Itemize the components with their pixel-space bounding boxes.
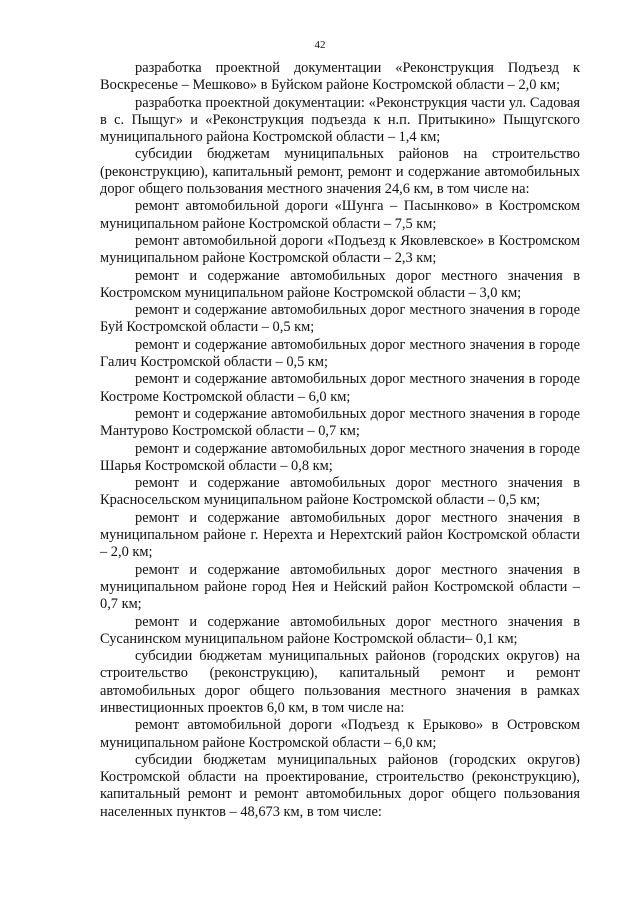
paragraph-repair-buy: ремонт и содержание автомобильных дорог местного значения в городе Буй Костромской области – 0,5 км; [100,302,580,336]
paragraph-design-pyshchug: разработка проектной документации: «Реконструкция части ул. Садовая в с. Пыщуг» и «Реконструкция подъезда к н.п. Притыкино» Пыщугского муниципального района Костромской области – 1,4 км; [100,94,580,146]
paragraph-repair-erykovo: ремонт автомобильной дороги «Подъезд к Ерыково» в Островском муниципальном районе Костромской области – 6,0 км; [100,717,580,751]
paragraph-repair-neya: ремонт и содержание автомобильных дорог местного значения в муниципальном районе город Нея и Нейский район Костромской области – 0,7 км; [100,561,580,613]
paragraph-repair-manturovo: ремонт и содержание автомобильных дорог местного значения в городе Мантурово Костромской области – 0,7 км; [100,405,580,440]
paragraph-repair-yakovlevskoe: ремонт автомобильной дороги «Подъезд к Яковлевское» в Костромском муниципальном районе Костромской области – 2,3 км; [100,232,580,267]
paragraph-subsidies-settlements: субсидии бюджетам муниципальных районов (городских округов) Костромской области на проектирование, строительство (реконструкцию), капитальный ремонт и ремонт автомобильных дорог общего пользования населенных пунктов – 48,673 км, в том числе: [100,751,580,820]
paragraph-subsidies-districts: субсидии бюджетам муниципальных районов на строительство (реконструкцию), капитальный ремонт, ремонт и содержание автомобильных дорог общего пользования местного значения 24,6 км, в том числе на: [100,146,580,198]
paragraph-repair-kostroma-city: ремонт и содержание автомобильных дорог местного значения в городе Костроме Костромской области – 6,0 км; [100,371,580,405]
paragraph-repair-nerekhta: ремонт и содержание автомобильных дорог местного значения в муниципальном районе г. Нерехта и Нерехтский район Костромской области – 2,0 км; [100,509,580,561]
paragraph-repair-shunga: ремонт автомобильной дороги «Шунга – Пасынково» в Костромском муниципальном районе Костромской области – 7,5 км; [100,198,580,232]
paragraph-repair-galich: ремонт и содержание автомобильных дорог местного значения в городе Галич Костромской области – 0,5 км; [100,336,580,371]
paragraph-repair-kostroma-district: ремонт и содержание автомобильных дорог местного значения в Костромском муниципальном районе Костромской области – 3,0 км; [100,267,580,301]
document-body [100,60,580,821]
page-number: 42 [314,39,326,51]
paragraph-repair-sharya: ремонт и содержание автомобильных дорог местного значения в городе Шарья Костромской области – 0,8 км; [100,440,580,474]
paragraph-repair-krasnoselsky: ремонт и содержание автомобильных дорог местного значения в Красносельском муниципальном районе Костромской области – 0,5 км; [100,475,580,509]
paragraph-repair-susanino: ремонт и содержание автомобильных дорог местного значения в Сусанинском муниципальном районе Костромской области– 0,1 км; [100,613,580,647]
paragraph-design-voskresenye: разработка проектной документации «Реконструкция Подъезд к Воскресенье – Мешково» в Буйском районе Костромской области – 2,0 км; [100,60,580,94]
paragraph-subsidies-investment: субсидии бюджетам муниципальных районов (городских округов) на строительство (реконструкцию), капитальный ремонт и ремонт автомобильных дорог общего пользования местного значения в рамках инвестиционных проектов 6,0 км, в том числе на: [100,648,580,716]
